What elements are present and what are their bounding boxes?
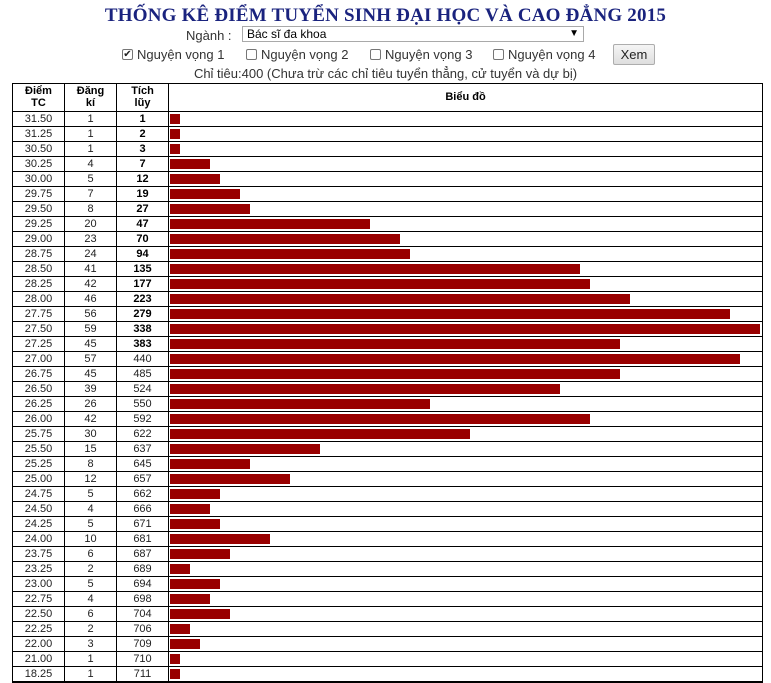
score-cell: 22.25 [24, 623, 53, 635]
chart-bar [170, 549, 230, 559]
cumulative-cell: 383 [133, 338, 152, 350]
registered-cell: 46 [84, 293, 97, 305]
registered-cell: 2 [87, 563, 94, 575]
chart-bar [170, 369, 620, 379]
chart-bar [170, 279, 590, 289]
score-cell: 31.25 [24, 128, 53, 140]
column-divider [168, 84, 169, 682]
table-row [13, 502, 762, 517]
table-row [13, 247, 762, 262]
score-cell: 30.50 [24, 143, 53, 155]
chart-bar [170, 534, 270, 544]
score-cell: 22.75 [24, 593, 53, 605]
registered-cell: 10 [84, 533, 97, 545]
view-button[interactable]: Xem [613, 44, 655, 65]
chart-bar [170, 129, 180, 139]
registered-cell: 39 [84, 383, 97, 395]
header-registered-line1: Đăng [76, 85, 105, 97]
page-title: THỐNG KÊ ĐIỂM TUYỂN SINH ĐẠI HỌC VÀ CAO ĐẲNG 2015 [104, 5, 667, 26]
registered-cell: 45 [84, 368, 97, 380]
score-cell: 29.00 [24, 233, 53, 245]
cumulative-cell: 177 [133, 278, 152, 290]
table-row [13, 172, 762, 187]
cumulative-cell: 662 [133, 488, 152, 500]
registered-cell: 5 [87, 518, 94, 530]
wish-2-checkbox[interactable] [246, 47, 348, 62]
table-row [13, 667, 762, 682]
table-row [13, 202, 762, 217]
cumulative-cell: 7 [139, 158, 146, 170]
table-row [13, 337, 762, 352]
table-row [13, 187, 762, 202]
chart-bar [170, 504, 210, 514]
cumulative-cell: 592 [133, 413, 152, 425]
score-table [12, 83, 763, 683]
table-row [13, 292, 762, 307]
header-chart: Biểu đồ [445, 91, 486, 103]
registered-cell: 59 [84, 323, 97, 335]
chart-bar [170, 519, 220, 529]
score-cell: 29.50 [24, 203, 53, 215]
table-row [13, 472, 762, 487]
score-cell: 18.25 [24, 668, 53, 680]
table-row [13, 517, 762, 532]
score-cell: 24.50 [24, 503, 53, 515]
score-cell: 28.00 [24, 293, 53, 305]
cumulative-cell: 12 [136, 173, 149, 185]
score-cell: 27.00 [24, 353, 53, 365]
score-cell: 25.50 [24, 443, 53, 455]
registered-cell: 4 [87, 503, 94, 515]
table-row [13, 277, 762, 292]
chart-bar [170, 384, 560, 394]
chart-bar [170, 309, 730, 319]
dropdown-arrow-icon: ▼ [569, 28, 579, 39]
wish-4-checkbox[interactable] [493, 47, 595, 62]
table-row [13, 547, 762, 562]
header-score-line2: TC [31, 97, 46, 109]
registered-cell: 3 [87, 638, 94, 650]
table-row [13, 607, 762, 622]
registered-cell: 42 [84, 413, 97, 425]
score-cell: 29.25 [24, 218, 53, 230]
registered-cell: 26 [84, 398, 97, 410]
chart-bar [170, 669, 180, 679]
chart-bar [170, 489, 220, 499]
table-row [13, 487, 762, 502]
score-cell: 22.00 [24, 638, 53, 650]
table-row [13, 652, 762, 667]
cumulative-cell: 666 [133, 503, 152, 515]
table-row [13, 412, 762, 427]
registered-cell: 1 [87, 113, 94, 125]
table-row [13, 142, 762, 157]
cumulative-cell: 70 [136, 233, 149, 245]
cumulative-cell: 711 [133, 668, 152, 680]
chart-bar [170, 354, 740, 364]
table-row [13, 577, 762, 592]
registered-cell: 42 [84, 278, 97, 290]
score-cell: 25.00 [24, 473, 53, 485]
table-row [13, 157, 762, 172]
header-registered [65, 85, 116, 109]
table-row [13, 622, 762, 637]
cumulative-cell: 689 [133, 563, 152, 575]
registered-cell: 24 [84, 248, 97, 260]
cumulative-cell: 710 [133, 653, 152, 665]
score-cell: 26.75 [24, 368, 53, 380]
score-cell: 30.00 [24, 173, 53, 185]
table-row [13, 217, 762, 232]
major-label: Ngành : [186, 28, 232, 43]
score-cell: 25.75 [24, 428, 53, 440]
cumulative-cell: 637 [133, 443, 152, 455]
chart-bar [170, 654, 180, 664]
cumulative-cell: 671 [133, 518, 152, 530]
header-score-line1: Điểm [25, 85, 52, 97]
score-cell: 28.50 [24, 263, 53, 275]
cumulative-cell: 687 [133, 548, 152, 560]
table-row [13, 112, 762, 127]
wish-2-label: Nguyện vọng 2 [261, 47, 349, 62]
chart-bar [170, 144, 180, 154]
registered-cell: 23 [84, 233, 97, 245]
checkbox-icon [370, 49, 381, 60]
registered-cell: 4 [87, 158, 94, 170]
table-row [13, 232, 762, 247]
cumulative-cell: 3 [139, 143, 146, 155]
score-cell: 23.00 [24, 578, 53, 590]
cumulative-cell: 706 [133, 623, 152, 635]
score-cell: 24.75 [24, 488, 53, 500]
cumulative-cell: 94 [136, 248, 149, 260]
chart-bar [170, 624, 190, 634]
table-row [13, 307, 762, 322]
registered-cell: 1 [87, 668, 94, 680]
cumulative-cell: 709 [133, 638, 152, 650]
cumulative-cell: 681 [133, 533, 152, 545]
registered-cell: 30 [84, 428, 97, 440]
table-row [13, 562, 762, 577]
table-row [13, 397, 762, 412]
registered-cell: 56 [84, 308, 97, 320]
registered-cell: 5 [87, 173, 94, 185]
score-cell: 26.00 [24, 413, 53, 425]
chart-bar [170, 459, 250, 469]
quota-text: Chỉ tiêu:400 (Chưa trừ các chỉ tiêu tuyển thẳng, cử tuyển và dự bị) [193, 66, 578, 81]
table-row [13, 322, 762, 337]
chart-bar [170, 429, 470, 439]
cumulative-cell: 19 [136, 188, 149, 200]
wish-3-checkbox[interactable] [370, 47, 472, 62]
table-row [13, 367, 762, 382]
chart-bar [170, 204, 250, 214]
registered-cell: 7 [87, 188, 94, 200]
chart-bar [170, 399, 430, 409]
chart-bar [170, 609, 230, 619]
cumulative-cell: 622 [133, 428, 152, 440]
table-row [13, 457, 762, 472]
cumulative-cell: 27 [136, 203, 149, 215]
registered-cell: 8 [87, 203, 94, 215]
chart-bar [170, 174, 220, 184]
header-cumulative-line1: Tích [131, 85, 154, 97]
table-row [13, 442, 762, 457]
score-cell: 25.25 [24, 458, 53, 470]
chart-bar [170, 249, 410, 259]
cumulative-cell: 698 [133, 593, 152, 605]
registered-cell: 1 [87, 143, 94, 155]
chart-bar [170, 324, 760, 334]
cumulative-cell: 524 [133, 383, 152, 395]
column-divider [116, 84, 117, 682]
header-score [13, 85, 64, 109]
chart-bar [170, 294, 630, 304]
chart-bar [170, 114, 180, 124]
cumulative-cell: 485 [133, 368, 152, 380]
score-cell: 24.25 [24, 518, 53, 530]
chart-bar [170, 234, 400, 244]
score-cell: 29.75 [24, 188, 53, 200]
table-row [13, 532, 762, 547]
header-cumulative-line2: lũy [134, 97, 151, 109]
wish-4-label: Nguyện vọng 4 [508, 47, 596, 62]
score-cell: 27.25 [24, 338, 53, 350]
registered-cell: 4 [87, 593, 94, 605]
table-row [13, 592, 762, 607]
score-cell: 22.50 [24, 608, 53, 620]
score-cell: 27.75 [24, 308, 53, 320]
wish-1-checkbox[interactable] [122, 47, 224, 62]
cumulative-cell: 645 [133, 458, 152, 470]
registered-cell: 45 [84, 338, 97, 350]
registered-cell: 1 [87, 128, 94, 140]
chart-bar [170, 414, 590, 424]
score-cell: 30.25 [24, 158, 53, 170]
registered-cell: 20 [84, 218, 97, 230]
score-cell: 28.75 [24, 248, 53, 260]
table-row [13, 427, 762, 442]
chart-bar [170, 579, 220, 589]
cumulative-cell: 440 [133, 353, 152, 365]
table-row [13, 262, 762, 277]
major-row [0, 26, 771, 46]
registered-cell: 15 [84, 443, 97, 455]
cumulative-cell: 704 [133, 608, 152, 620]
registered-cell: 5 [87, 578, 94, 590]
wish-row [0, 44, 771, 66]
cumulative-cell: 223 [133, 293, 152, 305]
chart-bar [170, 264, 580, 274]
cumulative-cell: 694 [133, 578, 152, 590]
cumulative-cell: 550 [133, 398, 152, 410]
registered-cell: 8 [87, 458, 94, 470]
chart-bar [170, 594, 210, 604]
registered-cell: 12 [84, 473, 97, 485]
chart-bar [170, 564, 190, 574]
score-cell: 27.50 [24, 323, 53, 335]
chart-bar [170, 639, 200, 649]
column-divider [64, 84, 65, 682]
score-cell: 26.50 [24, 383, 53, 395]
registered-cell: 6 [87, 548, 94, 560]
cumulative-cell: 135 [133, 263, 152, 275]
wish-3-label: Nguyện vọng 3 [385, 47, 473, 62]
chart-bar [170, 189, 240, 199]
cumulative-cell: 657 [133, 473, 152, 485]
table-row [13, 382, 762, 397]
header-cumulative [117, 85, 168, 109]
table-row [13, 127, 762, 142]
score-cell: 24.00 [24, 533, 53, 545]
registered-cell: 6 [87, 608, 94, 620]
table-header [13, 84, 762, 112]
cumulative-cell: 279 [133, 308, 152, 320]
chart-bar [170, 474, 290, 484]
cumulative-cell: 338 [133, 323, 152, 335]
score-cell: 23.75 [24, 548, 53, 560]
cumulative-cell: 2 [139, 128, 146, 140]
cumulative-cell: 47 [136, 218, 149, 230]
table-row [13, 637, 762, 652]
score-cell: 28.25 [24, 278, 53, 290]
registered-cell: 1 [87, 653, 94, 665]
table-row [13, 352, 762, 367]
score-cell: 23.25 [24, 563, 53, 575]
chart-bar [170, 339, 620, 349]
checkbox-icon [493, 49, 504, 60]
major-select-value: Bác sĩ đa khoa [247, 27, 327, 41]
score-cell: 21.00 [24, 653, 53, 665]
checkbox-icon: ✔ [123, 49, 132, 60]
registered-cell: 41 [84, 263, 97, 275]
major-select[interactable] [242, 26, 584, 42]
chart-bar [170, 219, 370, 229]
chart-bar [170, 159, 210, 169]
registered-cell: 5 [87, 488, 94, 500]
score-cell: 26.25 [24, 398, 53, 410]
checkbox-icon [246, 49, 257, 60]
wish-1-label: Nguyện vọng 1 [137, 47, 225, 62]
registered-cell: 57 [84, 353, 97, 365]
header-registered-line2: kí [85, 97, 96, 109]
registered-cell: 2 [87, 623, 94, 635]
cumulative-cell: 1 [139, 113, 146, 125]
score-cell: 31.50 [24, 113, 53, 125]
chart-bar [170, 444, 320, 454]
